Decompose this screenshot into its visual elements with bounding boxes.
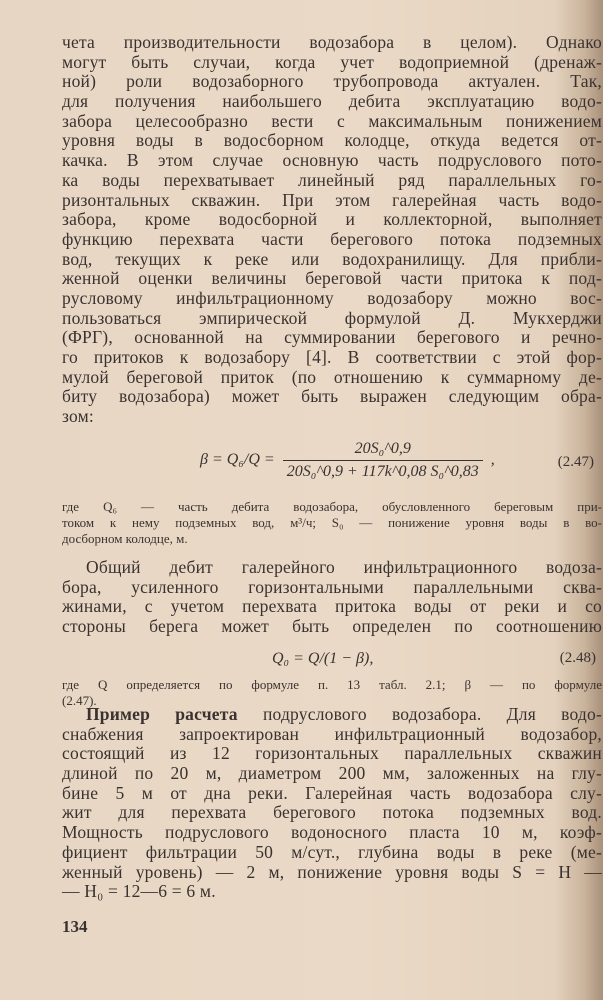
formula-2-47 xyxy=(200,440,600,481)
text-line: биту водозабора) может быть выражен следующим обра- xyxy=(62,386,602,407)
formula-lhs: β = Q₆/Q = xyxy=(200,451,275,469)
text-line: женной оценки величины береговой части притока к под- xyxy=(62,268,602,289)
text-line: забора целесообразно вести с максимальным понижением xyxy=(62,110,602,131)
footnote-1 xyxy=(62,499,602,547)
text-line: пользоваться эмпирической формулой Д. Мукхерджи xyxy=(62,307,602,328)
text-line: зом: xyxy=(62,406,94,427)
text-line: жит для перехвата берегового потока подземных вод. xyxy=(62,802,602,823)
equation-number: (2.47) xyxy=(557,454,594,470)
text-line xyxy=(62,705,602,725)
text-line: чета производительности водозабора в целом). Однако xyxy=(62,32,602,52)
text-span: подруслового водозабора. Для водо- xyxy=(237,704,603,724)
text-line: (ФРГ), основанной на суммировании берегового и речно- xyxy=(62,327,602,348)
text-line: (2.47). xyxy=(62,693,97,708)
example-paragraph xyxy=(62,705,602,902)
text-line: вод, текущих к реке или водохранилищу. Для прибли- xyxy=(62,248,602,269)
example-heading: Пример расчета xyxy=(86,704,238,724)
text-line: бине 5 м от дна реки. Галерейная часть водозабора слу- xyxy=(62,782,602,803)
text-line: уровня воды в водосборном колодце, откуда ведется от- xyxy=(62,130,602,151)
paragraph-1 xyxy=(62,33,602,427)
text-line: ной) роли водозаборного трубопровода актуален. Так, xyxy=(62,71,602,92)
equation-number: (2.48) xyxy=(559,650,596,666)
text-line: током к нему подземных вод, м³/ч; S₀ — понижение уровня воды в во- xyxy=(62,515,602,530)
text-line: снабжения запроектирован инфильтрационный водозабор, xyxy=(62,723,602,744)
text-line: женный уровень) — 2 м, понижение уровня воды S = H — xyxy=(62,861,602,882)
formula-tail: , xyxy=(490,451,495,469)
text-line: мулой береговой приток (по отношению к суммарному де- xyxy=(62,366,602,387)
formula-denominator: 20S₀^0,9 + 117k^0,08 S₀^0,83 xyxy=(286,463,479,480)
text-line: качка. В этом случае основную часть подруслового пото- xyxy=(62,150,602,171)
text-line: забора, кроме водосборной и коллекторной, выполняет xyxy=(62,209,602,230)
text-line: фициент фильтрации 50 м/сут., глубина воды в реке (ме- xyxy=(62,841,602,862)
text-line: — H₀ = 12—6 = 6 м. xyxy=(62,881,216,902)
text-line: состоящий из 12 горизонтальных параллельных скважин xyxy=(62,743,602,764)
text-line: Мощность подруслового водоносного пласта 10 м, коэф- xyxy=(62,822,602,843)
text-line: го притоков к водозабору [4]. В соответствии с этой фор- xyxy=(62,347,602,367)
text-line: длиной по 20 м, диаметром 200 мм, заложенных на глу- xyxy=(62,763,602,784)
text-line: ризонтальных скважин. При этом галерейная часть водо- xyxy=(62,189,602,210)
text-line: функцию перехвата части берегового потока подземных xyxy=(62,228,602,249)
text-line: стороны берега может быть определен по соотношению xyxy=(62,616,602,637)
formula-expression: Q₀ = Q/(1 − β), xyxy=(272,650,374,667)
formula-fraction xyxy=(283,440,483,481)
formula-numerator: 20S₀^0,9 xyxy=(283,440,483,461)
text-line: могут быть случаи, когда учет водоприемной (дренаж- xyxy=(62,51,602,72)
text-line: Общий дебит галерейного инфильтрационного водоза- xyxy=(86,557,602,577)
text-line: для получения наибольшего дебита эксплуатацию водо- xyxy=(62,91,602,112)
text-line: где Q₆ — часть дебита водозабора, обусловленного береговым при- xyxy=(62,499,602,514)
text-line: досборном колодце, м. xyxy=(62,531,188,546)
page-number: 134 xyxy=(62,917,88,936)
text-line: ка воды перехватывает линейный ряд параллельных го- xyxy=(62,169,602,190)
paragraph-2 xyxy=(62,558,602,637)
text-line: бора, усиленного горизонтальными параллельными сква- xyxy=(62,576,602,597)
text-line: где Q определяется по формуле п. 13 табл. 2.1; β — по формуле xyxy=(62,677,602,692)
text-line: русловому инфильтрационному водозабору можно вос- xyxy=(62,287,602,308)
text-line: жинами, с учетом перехвата притока воды от реки и со xyxy=(62,596,602,617)
